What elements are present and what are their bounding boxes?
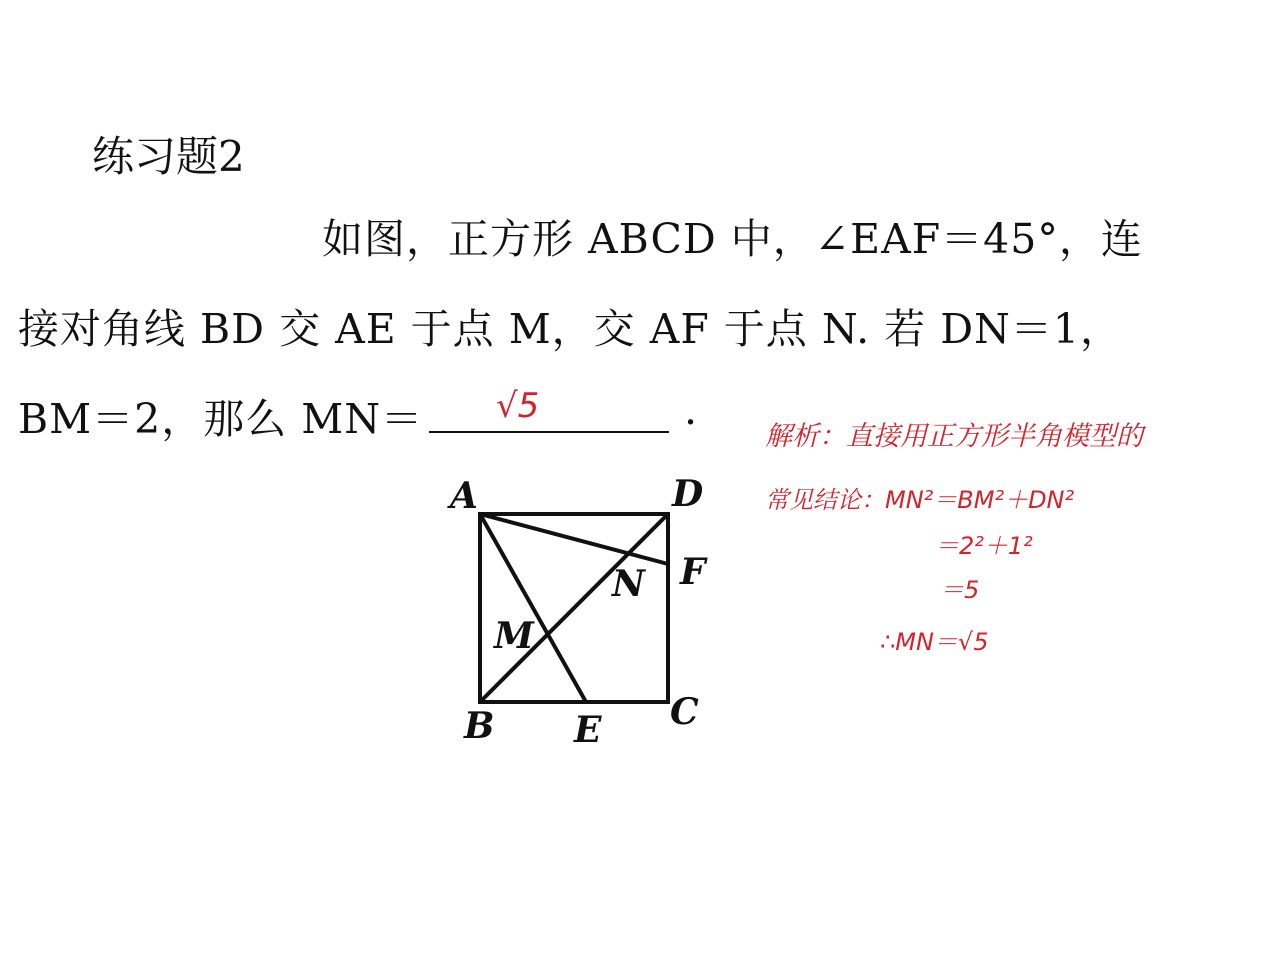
- label-a: A: [450, 475, 478, 517]
- label-c: C: [670, 691, 699, 733]
- segment-af: [480, 514, 668, 564]
- label-m: M: [494, 615, 534, 657]
- problem-period: .: [684, 386, 698, 434]
- solution-line-2: 常见结论：MN²＝BM²＋DN²: [765, 486, 1075, 514]
- label-n: N: [612, 563, 645, 605]
- label-e: E: [574, 709, 602, 751]
- label-b: B: [464, 705, 495, 747]
- problem-line-1: 如图，正方形 ABCD 中，∠EAF＝45°，连: [322, 215, 1143, 263]
- label-d: D: [672, 473, 704, 515]
- segment-ae: [480, 514, 586, 702]
- diagonal-bd: [480, 514, 668, 702]
- exercise-title: 练习题2: [92, 132, 245, 181]
- problem-line-2: 接对角线 BD 交 AE 于点 M，交 AF 于点 N. 若 DN＝1，: [18, 305, 1123, 353]
- solution-line-3: ＝2²＋1²: [935, 532, 1033, 560]
- solution-line-5: ∴MN＝√5: [880, 628, 989, 656]
- solution-line-1: 解析：直接用正方形半角模型的: [765, 421, 1143, 452]
- solution-line-4: ＝5: [940, 576, 980, 604]
- label-f: F: [680, 551, 706, 593]
- handwritten-answer: √5: [496, 386, 540, 426]
- problem-line-3-text: BM＝2，那么 MN＝: [18, 395, 424, 443]
